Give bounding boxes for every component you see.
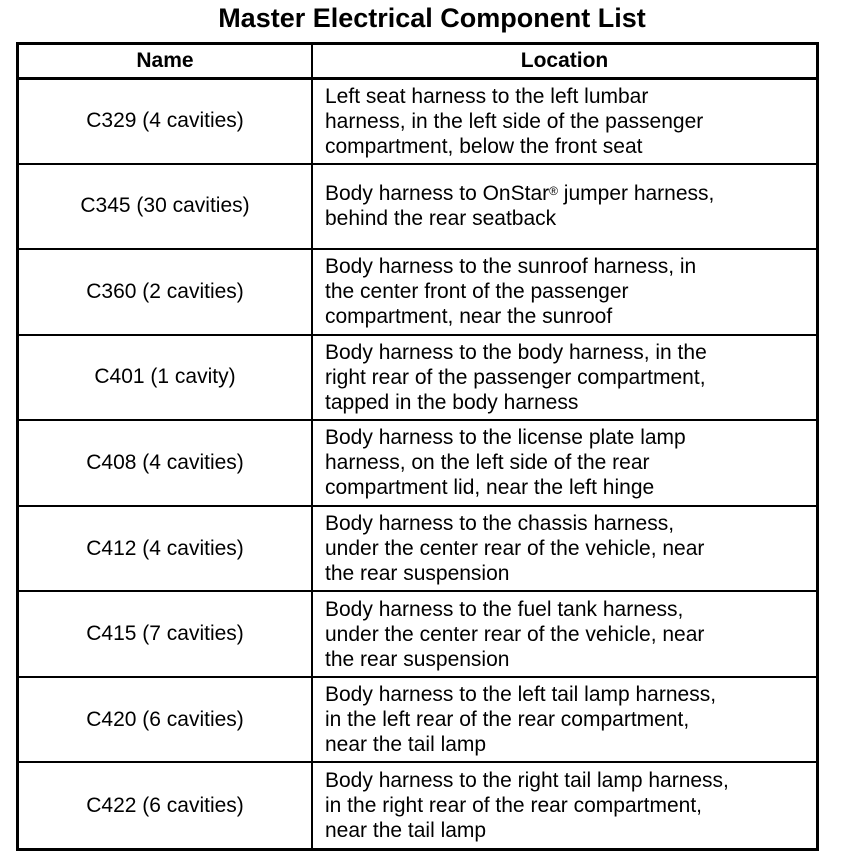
component-name-cell: C415 (7 cavities) [19, 591, 312, 677]
location-line: Left seat harness to the left lumbar [325, 84, 649, 108]
table-body [19, 78, 816, 848]
component-location-cell [312, 78, 816, 164]
location-line: harness, on the left side of the rear [325, 451, 650, 475]
location-line: Body harness to OnStar® jumper harness, [325, 182, 715, 206]
component-location-cell [312, 335, 816, 421]
component-location-cell [312, 506, 816, 592]
location-line: near the tail lamp [325, 733, 487, 757]
table-row [19, 335, 816, 421]
page-title: Master Electrical Component List [218, 3, 646, 33]
column-header-location: Location [312, 45, 816, 78]
location-line: right rear of the passenger compartment, [325, 365, 706, 389]
location-line: tapped in the body harness [325, 390, 579, 414]
table-row [19, 762, 816, 848]
component-name-cell: C401 (1 cavity) [19, 335, 312, 421]
location-line: Body harness to the fuel tank harness, [325, 597, 684, 621]
location-line: Body harness to the license plate lamp [325, 426, 686, 450]
location-line: under the center rear of the vehicle, near [325, 537, 705, 560]
component-name-cell: C360 (2 cavities) [19, 249, 312, 335]
location-line: Body harness to the left tail lamp harness, [325, 683, 717, 707]
table-row [19, 420, 816, 506]
component-name-cell: C345 (30 cavities) [19, 164, 312, 250]
component-table [16, 42, 819, 851]
location-line: under the center rear of the vehicle, near [325, 622, 705, 646]
component-name-cell: C422 (6 cavities) [19, 762, 312, 848]
location-line: the rear suspension [325, 647, 510, 671]
location-line: Body harness to the body harness, in the [325, 340, 707, 364]
table-row [19, 249, 816, 335]
location-line: Body harness to the chassis harness, [325, 512, 675, 535]
location-line: behind the rear seatback [325, 207, 557, 231]
table-row [19, 506, 816, 592]
table-row [19, 78, 816, 164]
location-line: compartment lid, near the left hinge [325, 476, 655, 500]
location-line: compartment, below the front seat [325, 134, 643, 158]
location-line: compartment, near the sunroof [325, 305, 613, 329]
location-line: in the left rear of the rear compartment, [325, 708, 690, 732]
table-row [19, 164, 816, 250]
component-name-cell: C408 (4 cavities) [19, 420, 312, 506]
location-line: Body harness to the right tail lamp harness, [325, 769, 729, 793]
location-line: in the right rear of the rear compartment, [325, 794, 703, 818]
component-location-cell [312, 762, 816, 848]
component-name-cell: C420 (6 cavities) [19, 677, 312, 763]
component-table-grid [19, 45, 816, 848]
component-location-cell [312, 164, 816, 250]
component-location-cell [312, 420, 816, 506]
table-row [19, 677, 816, 763]
location-line: harness, in the left side of the passenger [325, 109, 704, 133]
component-location-cell [312, 591, 816, 677]
component-location-cell [312, 677, 816, 763]
location-line: Body harness to the sunroof harness, in [325, 255, 697, 279]
column-header-name: Name [19, 45, 312, 78]
table-header-row [19, 45, 816, 78]
location-line: the center front of the passenger [325, 280, 629, 304]
table-row [19, 591, 816, 677]
component-name-cell: C329 (4 cavities) [19, 78, 312, 164]
component-name-cell: C412 (4 cavities) [19, 506, 312, 592]
location-line: the rear suspension [325, 562, 510, 585]
location-line: near the tail lamp [325, 819, 487, 843]
component-location-cell [312, 249, 816, 335]
